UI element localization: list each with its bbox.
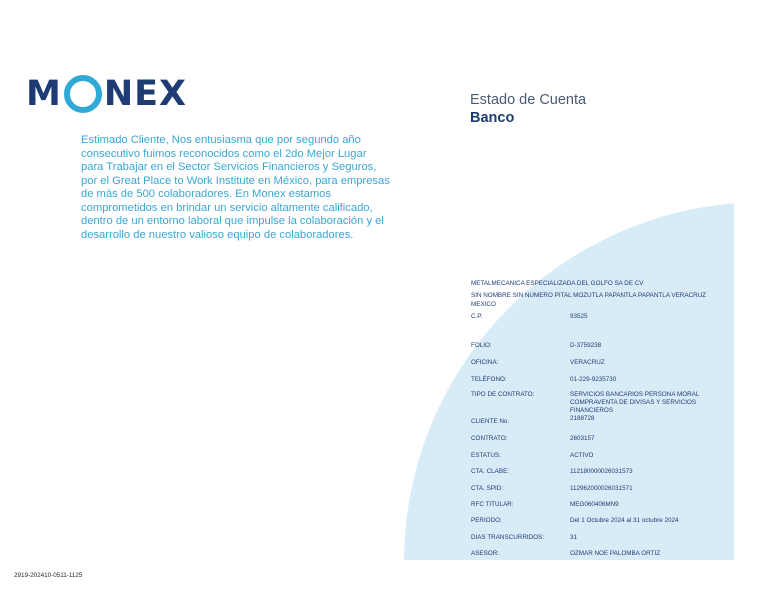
page-bottom-margin [0,560,768,594]
field-label: ASESOR: [471,550,499,557]
page-right-margin [734,0,768,594]
field-label: OFICINA: [471,359,499,366]
logo-ring-icon [64,75,102,113]
document-title: Estado de Cuenta [470,92,587,108]
logo-text-right: NEX [103,74,188,114]
document-subtitle: Banco [470,110,515,126]
postal-code-value: 93525 [570,313,588,320]
client-address-line-1: SIN NOMBRE SIN NUMERO PITAL MOZUTLA PAPANTLA PAPANTLA VERACRUZ [471,292,707,299]
field-label: DIAS TRANSCURRIDOS: [471,534,545,541]
field-label: CLIENTE No. [471,418,510,425]
intro-message: Estimado Cliente, Nos entusiasma que por segundo año consecutivo fuimos reconocidos como el 2do Mejor Lugar para Trabajar en el Sector Servicios Financieros y Seguros, por el Great Place to Work Institute en México, para empresas de más de 500 colaboradores. En Monex estamos comprometidos en brindar un servicio altamente calificado, dentro de un entorno laboral que impulse la colaboración y el desarrollo de nuestro valioso equipo de colaboradores. [81,134,390,241]
field-label: PERIODO: [471,517,502,524]
client-address-line-2: MEXICO [471,301,496,308]
postal-code-label: C.P. [471,313,483,320]
field-value: OZMAR NOE PALOMBA ORTIZ [570,550,661,557]
logo-text-left: M [26,74,62,114]
field-value: SERVICIOS BANCARIOS PERSONA MORAL COMPRAVENTA DE DIVISAS Y SERVICIOS FINANCIEROS [570,391,700,414]
field-label: CTA. SPID: [471,485,504,492]
field-value: VERACRUZ [570,359,605,366]
field-label: TIPO DE CONTRATO: [471,391,535,398]
field-value: Del 1 Octubre 2024 al 31 octubre 2024 [570,517,679,524]
field-value: 01-229-9235730 [570,376,617,383]
field-value: MEG060406MN9 [570,501,619,508]
field-value: D-3759238 [570,342,602,349]
field-value: 112962000026031571 [570,485,633,492]
field-value: 31 [570,534,578,541]
field-label: FOLIO: [471,342,492,349]
field-label: RFC TITULAR: [471,501,514,508]
field-label: CONTRATO: [471,435,508,442]
field-value: 2603157 [570,435,595,442]
field-value: 112180000026031573 [570,468,633,475]
field-label: TELÉFONO: [471,376,507,383]
document-code: 2919-202410-0511-1125 [14,572,83,579]
client-name: METALMECANICA ESPECIALIZADA DEL GOLFO SA DE CV [471,280,644,287]
field-value: 2188728 [570,415,595,422]
field-value: ACTIVO [570,452,594,459]
field-label: CTA. CLABE: [471,468,510,475]
field-label: ESTATUS: [471,452,501,459]
monex-logo [26,74,187,114]
